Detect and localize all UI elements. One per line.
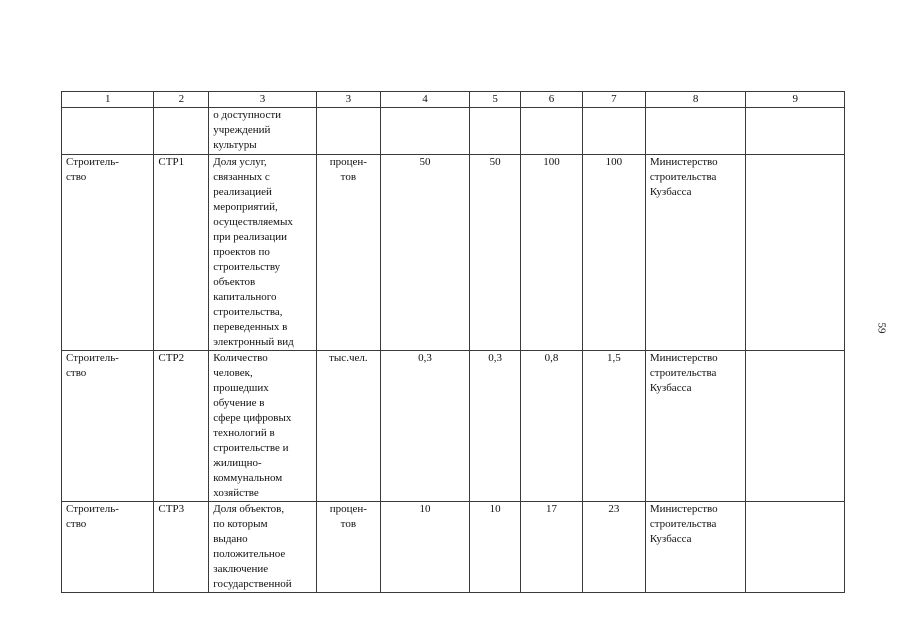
- indicator-cell: Доля объектов, по которым выдано положительное заключение государственной: [209, 502, 317, 593]
- value-cell: 100: [582, 155, 645, 351]
- ministry-cell: Министерство строительства Кузбасса: [645, 155, 746, 351]
- value-cell: 17: [520, 502, 582, 593]
- value-cell: [520, 108, 582, 155]
- unit-cell: тыс.чел.: [316, 351, 380, 502]
- note-cell: [746, 155, 845, 351]
- value-cell: 0,3: [470, 351, 521, 502]
- value-cell: [582, 108, 645, 155]
- value-cell: 0,8: [520, 351, 582, 502]
- column-number: 3: [209, 92, 317, 108]
- indicator-cell: Доля услуг, связанных с реализацией мероприятий, осуществляемых при реализации проектов по строительству объектов капитального строительства, переведенных в электронный вид: [209, 155, 317, 351]
- column-number-row: [62, 92, 845, 108]
- value-cell: 50: [380, 155, 469, 351]
- column-number: 4: [380, 92, 469, 108]
- value-cell: 0,3: [380, 351, 469, 502]
- table-row: [62, 108, 845, 155]
- column-number: 2: [154, 92, 209, 108]
- value-cell: 10: [470, 502, 521, 593]
- value-cell: 23: [582, 502, 645, 593]
- ministry-cell: [645, 108, 746, 155]
- value-cell: 50: [470, 155, 521, 351]
- code-cell: СТР3: [154, 502, 209, 593]
- ministry-cell: Министерство строительства Кузбасса: [645, 351, 746, 502]
- value-cell: 1,5: [582, 351, 645, 502]
- ministry-cell: Министерство строительства Кузбасса: [645, 502, 746, 593]
- indicator-cell: о доступности учреждений культуры: [209, 108, 317, 155]
- sector-cell: Строитель- ство: [62, 502, 154, 593]
- value-cell: 10: [380, 502, 469, 593]
- table-row: [62, 155, 845, 351]
- indicators-table: [61, 91, 845, 593]
- note-cell: [746, 351, 845, 502]
- indicator-cell: Количество человек, прошедших обучение в сфере цифровых технологий в строительстве и жилищно- коммунальном хозяйстве: [209, 351, 317, 502]
- value-cell: [380, 108, 469, 155]
- column-number: 9: [746, 92, 845, 108]
- column-number: 7: [582, 92, 645, 108]
- column-number: 3: [316, 92, 380, 108]
- unit-cell: [316, 108, 380, 155]
- sector-cell: [62, 108, 154, 155]
- page-number: 59: [875, 322, 888, 334]
- table-row: [62, 351, 845, 502]
- column-number: 6: [520, 92, 582, 108]
- column-number: 1: [62, 92, 154, 108]
- table-row: [62, 502, 845, 593]
- code-cell: СТР1: [154, 155, 209, 351]
- sector-cell: Строитель- ство: [62, 155, 154, 351]
- sector-cell: Строитель- ство: [62, 351, 154, 502]
- note-cell: [746, 108, 845, 155]
- unit-cell: процен- тов: [316, 155, 380, 351]
- code-cell: СТР2: [154, 351, 209, 502]
- value-cell: 100: [520, 155, 582, 351]
- code-cell: [154, 108, 209, 155]
- column-number: 5: [470, 92, 521, 108]
- note-cell: [746, 502, 845, 593]
- column-number: 8: [645, 92, 746, 108]
- value-cell: [470, 108, 521, 155]
- unit-cell: процен- тов: [316, 502, 380, 593]
